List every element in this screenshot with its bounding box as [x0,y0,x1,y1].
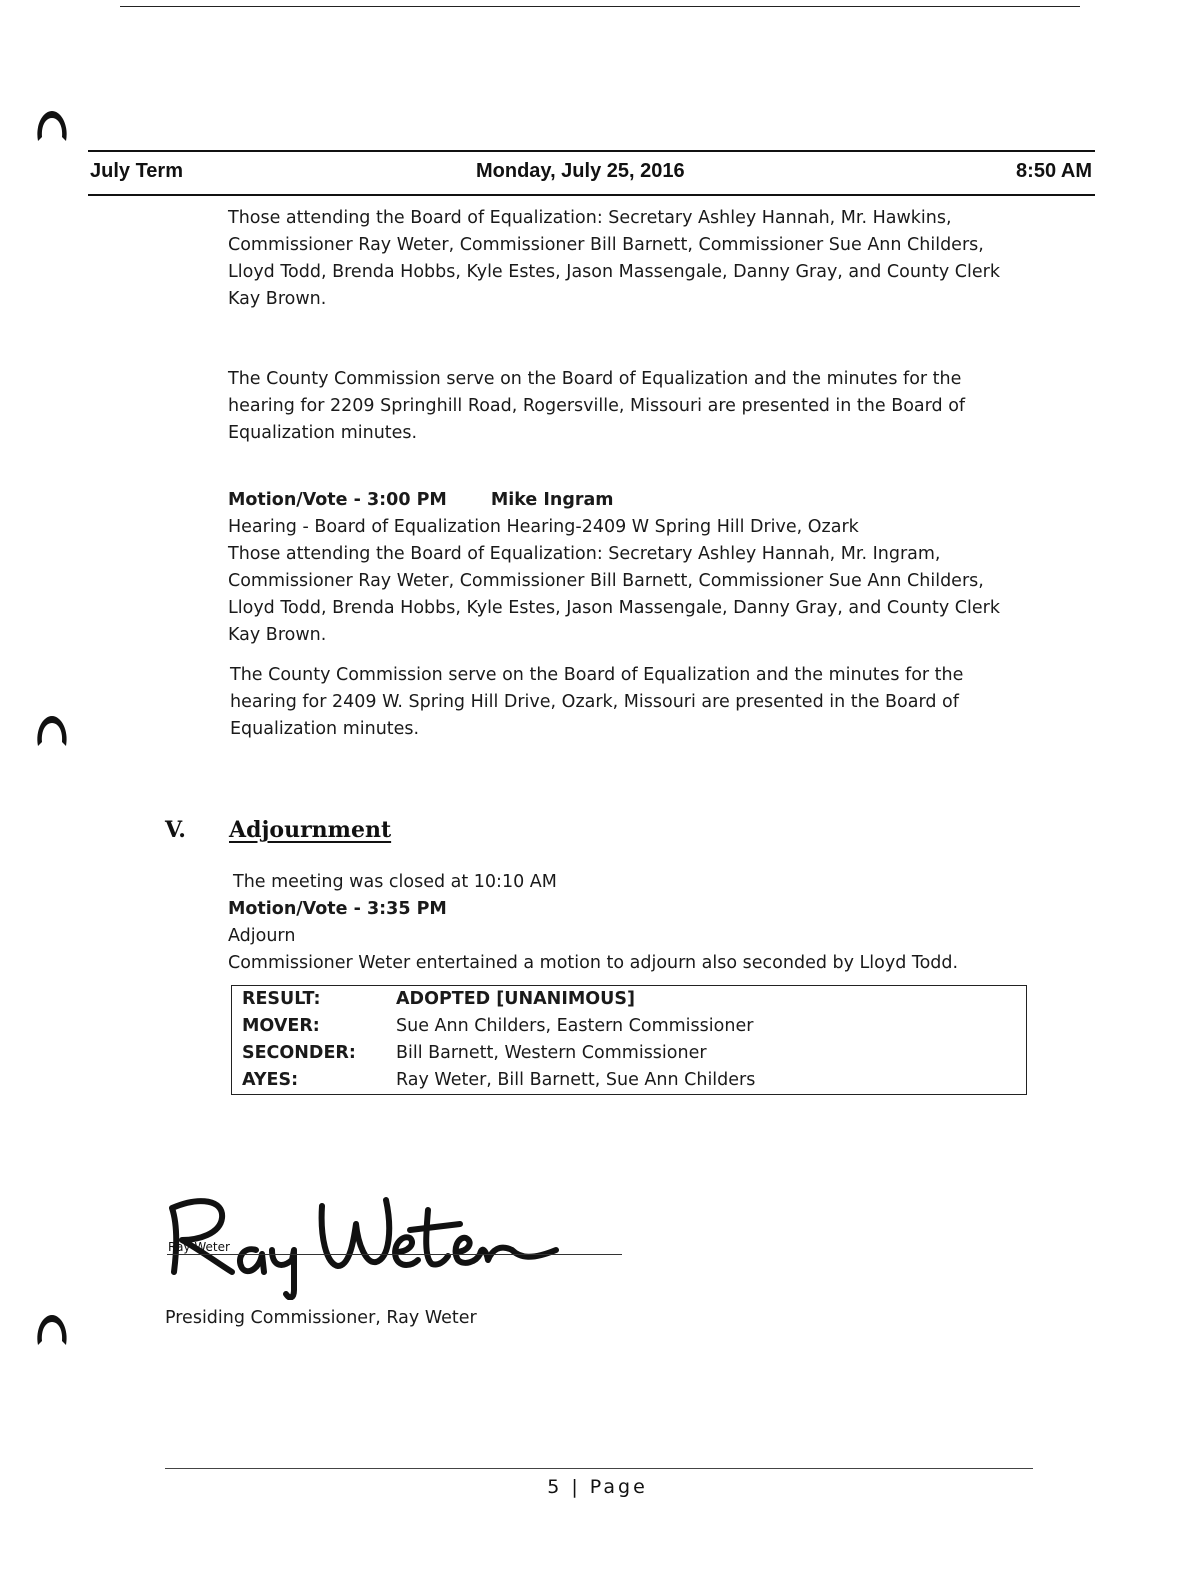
table-value: Bill Barnett, Western Commissioner [396,1043,707,1063]
punch-hole-icon [33,1311,71,1349]
header-time: 8:50 AM [1016,160,1092,182]
text-line: hearing for 2209 Springhill Road, Rogersville, Missouri are presented in the Board of [228,396,966,416]
motion-label: Motion/Vote - 3:00 PM [228,490,447,510]
motion-label: Motion/Vote - 3:35 PM [228,899,447,919]
signature-printed-name: Ray Weter [168,1240,230,1254]
page-number: 5 | Page [547,1476,648,1498]
top-edge-rule [120,6,1080,7]
footer-rule [165,1468,1033,1469]
table-key: AYES: [242,1070,299,1090]
table-key: MOVER: [242,1016,320,1036]
minutes-paragraph [228,366,1088,447]
section-title: Adjournment [229,817,392,843]
table-row [232,1067,1027,1095]
table-value: Ray Weter, Bill Barnett, Sue Ann Childers [396,1070,756,1090]
text-line: The County Commission serve on the Board of Equalization and the minutes for the [228,369,962,389]
text-line: Those attending the Board of Equalization: Secretary Ashley Hannah, Mr. Hawkins, [228,208,952,228]
signature-line [167,1254,622,1255]
header-top-rule [88,150,1095,152]
text-line: Equalization minutes. [230,719,420,739]
text-line: Lloyd Todd, Brenda Hobbs, Kyle Estes, Jason Massengale, Danny Gray, and County Clerk [228,262,1000,282]
table-row [232,1013,1027,1040]
motion-description: Commissioner Weter entertained a motion to adjourn also seconded by Lloyd Todd. [228,953,959,973]
text-line: Lloyd Todd, Brenda Hobbs, Kyle Estes, Jason Massengale, Danny Gray, and County Clerk [228,598,1000,618]
header-term: July Term [90,160,183,182]
table-row [232,986,1027,1014]
text-line: Commissioner Ray Weter, Commissioner Bill Barnett, Commissioner Sue Ann Childers, [228,571,984,591]
text-line: hearing for 2409 W. Spring Hill Drive, Ozark, Missouri are presented in the Board of [230,692,959,712]
text-line: Commissioner Ray Weter, Commissioner Bill Barnett, Commissioner Sue Ann Childers, [228,235,984,255]
header-date: Monday, July 25, 2016 [476,160,685,182]
minutes-paragraph [230,662,1090,743]
table-value: Sue Ann Childers, Eastern Commissioner [396,1016,754,1036]
vote-result-table [231,985,1027,1095]
text-line: Those attending the Board of Equalization: Secretary Ashley Hannah, Mr. Ingram, [228,544,941,564]
table-key: RESULT: [242,989,321,1009]
punch-hole-icon [33,107,71,145]
motion-item: Adjourn [228,926,296,946]
text-line: Kay Brown. [228,625,327,645]
table-row [232,1040,1027,1067]
adjournment-block [228,869,1088,977]
motion-block [228,487,1088,649]
table-value: ADOPTED [UNANIMOUS] [396,989,635,1009]
motion-heading [228,487,1088,514]
hearing-line: Hearing - Board of Equalization Hearing-2409 W Spring Hill Drive, Ozark [228,517,859,537]
punch-hole-icon [33,712,71,750]
closed-line: The meeting was closed at 10:10 AM [233,872,557,892]
text-line: Kay Brown. [228,289,327,309]
table-key: SECONDER: [242,1043,356,1063]
text-line: Equalization minutes. [228,423,418,443]
signature-title: Presiding Commissioner, Ray Weter [165,1308,477,1328]
attendance-paragraph [228,205,1088,313]
motion-name: Mike Ingram [490,490,614,510]
header-bottom-rule [88,194,1095,196]
section-number: V. [165,817,186,843]
text-line: The County Commission serve on the Board of Equalization and the minutes for the [230,665,964,685]
